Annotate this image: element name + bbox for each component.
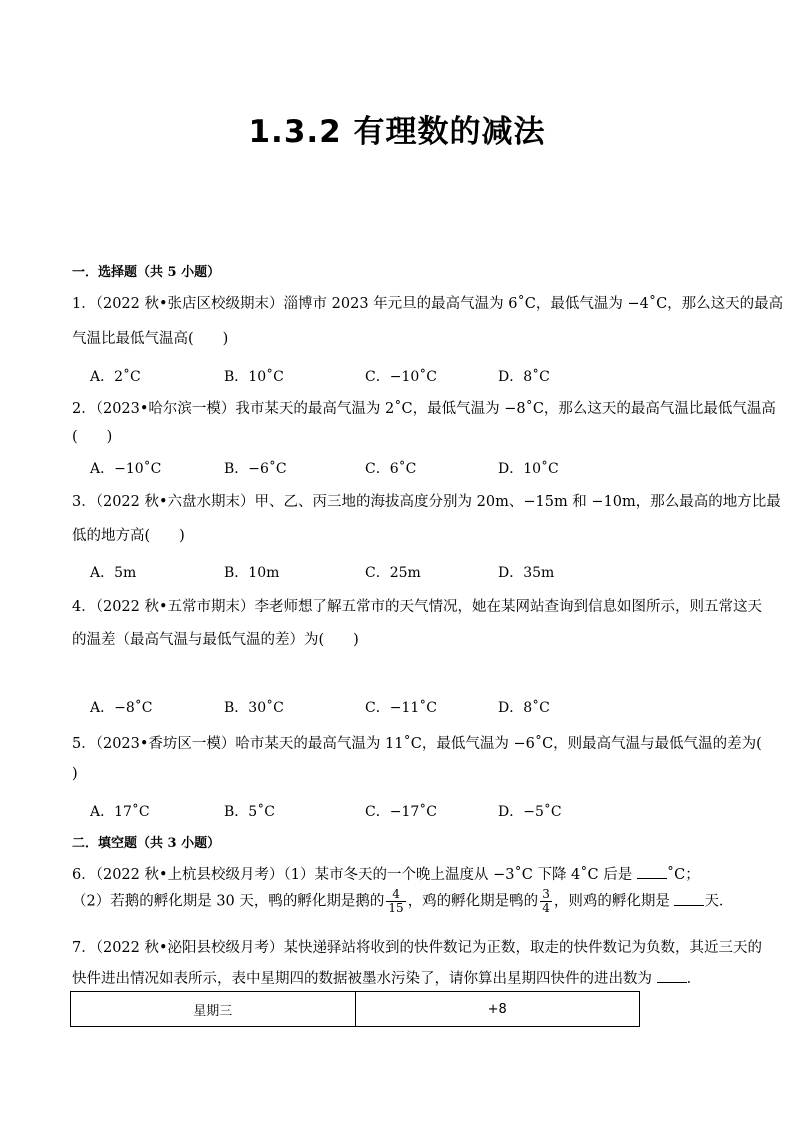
question-1-option-a: A．2˚C — [90, 369, 141, 385]
answer-blank[interactable] — [637, 866, 667, 879]
question-6-part1-text: 6．（2022 秋•上杭县校级月考）（1）某市冬天的一个晚上温度从 −3˚C 下降 4˚C 后是 — [72, 867, 633, 883]
section-heading-fill-blank: 二．填空题（共 3 小题） — [72, 836, 221, 851]
question-4-option-a: A．−8˚C — [90, 700, 153, 716]
page-title: 1.3.2 有理数的减法 — [248, 114, 546, 150]
question-3-option-b: B．10m — [224, 565, 280, 581]
section-heading-choice: 一．选择题（共 5 小题） — [72, 265, 221, 280]
question-1-option-b: B．10˚C — [224, 369, 284, 385]
answer-blank[interactable] — [657, 970, 687, 983]
question-3-option-d: D．35m — [498, 565, 555, 581]
question-6-part2-text: （2）若鹅的孵化期是 30 天，鸭的孵化期是鹅的 — [72, 893, 385, 910]
question-5-option-a: A．17˚C — [90, 804, 150, 820]
question-5-line-2: ) — [72, 766, 78, 782]
fraction-3-4: $\frac{3}{4}$ — [542, 887, 550, 915]
question-4-option-c: C．−11˚C — [365, 700, 437, 716]
question-2-option-d: D．10˚C — [498, 461, 559, 477]
question-1-line-2: 气温比最低气温高( ) — [72, 331, 229, 347]
answer-blank[interactable] — [674, 893, 704, 906]
question-6-line-2 — [72, 888, 733, 915]
question-3-option-a: A．5m — [90, 565, 137, 581]
question-4-option-d: D．8˚C — [498, 700, 550, 716]
question-7-text: 快件进出情况如表所示，表中星期四的数据被墨水污染了，请你算出星期四快件的进出数为 — [72, 971, 652, 987]
question-2-option-a: A．−10˚C — [90, 461, 162, 477]
question-1-line-1: 1．（2022 秋•张店区校级期末）淄博市 2023 年元旦的最高气温为 6˚C，最低气温为 −4˚C，那么这天的最高 — [72, 296, 784, 312]
fraction-4-15: $\frac{4}{15}$ — [388, 887, 404, 915]
question-6-part1-unit: ˚C； — [666, 867, 700, 883]
question-1-option-d: D．8˚C — [498, 369, 550, 385]
question-7-end: ． — [686, 971, 702, 987]
question-6-part2-text-b: ，鸡的孵化期是鸭的 — [407, 893, 539, 910]
table-cell-day: 星期三 — [71, 992, 356, 1027]
question-6-part2-text-c: ，则鸡的孵化期是 — [553, 893, 670, 910]
question-2-line-2: ( ) — [72, 429, 113, 445]
question-7-line-1: 7．（2022 秋•泌阳县校级月考）某快递驿站将收到的快件数记为正数，取走的快件数记为负数，其近三天的 — [72, 940, 763, 956]
question-6-part2-unit: 天． — [704, 893, 734, 910]
question-5-option-b: B．5˚C — [224, 804, 275, 820]
delivery-table — [70, 991, 640, 1027]
question-4-line-1: 4．（2022 秋•五常市期末）李老师想了解五常市的天气情况，她在某网站查询到信息如图所示，则五常这天 — [72, 599, 763, 615]
question-4-line-2: 的温差（最高气温与最低气温的差）为( ) — [72, 632, 359, 648]
table-cell-count: +8 — [355, 992, 640, 1027]
question-3-line-1: 3．（2022 秋•六盘水期末）甲、乙、丙三地的海拔高度分别为 20m、−15m 和 −10m，那么最高的地方比最 — [72, 494, 781, 510]
question-6-line-1 — [72, 863, 700, 884]
question-5-option-c: C．−17˚C — [365, 804, 437, 820]
question-2-option-b: B．−6˚C — [224, 461, 287, 477]
question-5-option-d: D．−5˚C — [498, 804, 562, 820]
table-row — [71, 992, 640, 1027]
question-7-line-2 — [72, 967, 701, 988]
question-3-option-c: C．25m — [365, 565, 421, 581]
question-2-option-c: C．6˚C — [365, 461, 417, 477]
question-1-option-c: C．−10˚C — [365, 369, 437, 385]
question-5-line-1: 5．（2023•香坊区一模）哈市某天的最高气温为 11˚C，最低气温为 −6˚C，则最高气温与最低气温的差为( — [72, 736, 762, 752]
question-2-line-1: 2．（2023•哈尔滨一模）我市某天的最高气温为 2˚C，最低气温为 −8˚C，那么这天的最高气温比最低气温高 — [72, 401, 776, 417]
question-3-line-2: 低的地方高( ) — [72, 528, 185, 544]
question-4-option-b: B．30˚C — [224, 700, 284, 716]
